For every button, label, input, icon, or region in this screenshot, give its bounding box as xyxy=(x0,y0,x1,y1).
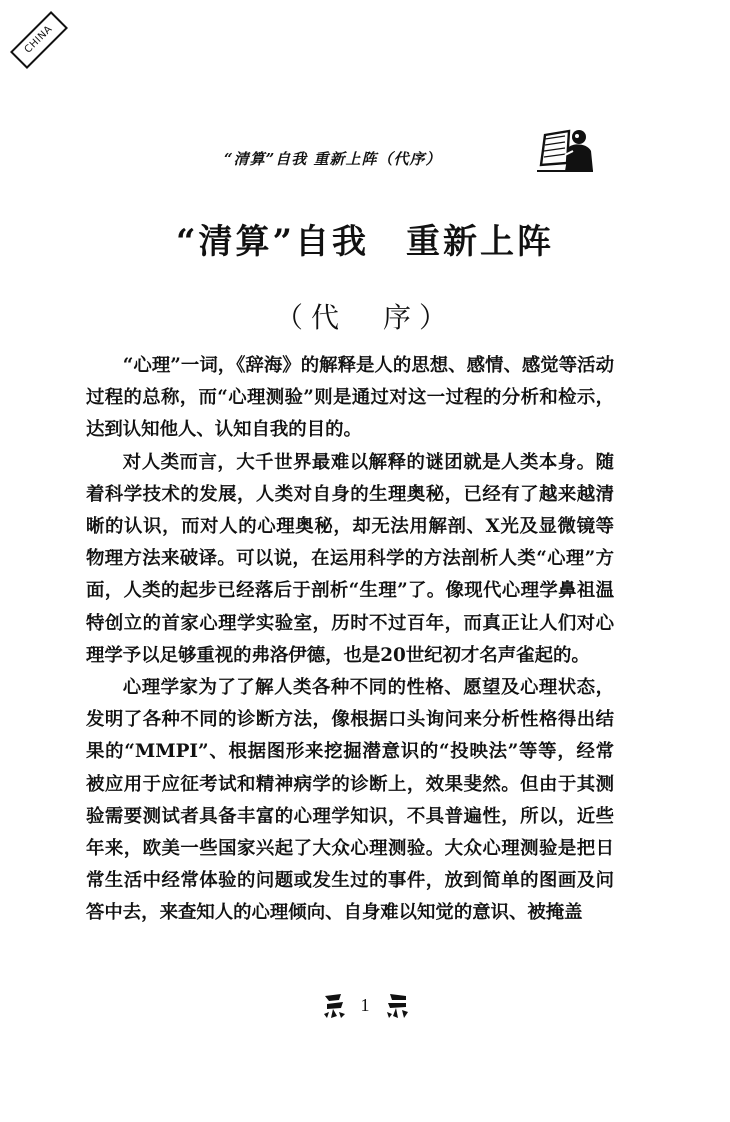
paragraph: 心理学家为了了解人类各种不同的性格、愿望及心理状态，发明了各种不同的诊断方法，像根据口头询问来分析性格得出结果的“MMPI”、根据图形来挖掘潜意识的“投映法”等等，经常被应用于应征考试和精神病学的诊断上，效果斐然。但由于其测验需要测试者具备丰富的心理学知识，不具普遍性，所以，近些年来，欧美一些国家兴起了大众心理测验。大众心理测验是把日常生活中经常体验的问题或发生过的事件，放到简单的图画及问答中去，来查知人的心理倾向、自身难以知觉的意识、被掩盖 xyxy=(86,677,614,924)
ornament-right-icon xyxy=(384,990,410,1020)
ornament-left-icon xyxy=(321,990,347,1020)
body-text xyxy=(86,350,614,930)
stamp-text: CHINA xyxy=(22,23,55,56)
paragraph: “心理”一词，《辞海》的解释是人的思想、感情、感觉等活动过程的总称，而“心理测验”则是通过对这一过程的分析和检示，达到认知他人、认知自我的目的。 xyxy=(86,355,614,441)
reader-with-book-icon xyxy=(535,125,595,175)
paragraph: 对人类而言，大千世界最难以解释的谜团就是人类本身。随着科学技术的发展，人类对自身的生理奥秘，已经有了越来越清晰的认识，而对人的心理奥秘，却无法用解剖、X光及显微镜等物理方法来破译。可以说，在运用科学的方法剖析人类“心理”方面，人类的起步已经落后于剖析“生理”了。像现代心理学鼻祖温特创立的首家心理学实验室，历时不过百年，而真正让人们对心理学予以足够重视的弗洛伊德，也是20世纪初才名声雀起的。 xyxy=(86,451,614,666)
stamp-logo xyxy=(10,11,68,69)
running-header: “清算”自我 重新上阵（代序） xyxy=(224,150,442,168)
page-title: “清算”自我 重新上阵 xyxy=(175,222,555,262)
page-number: 1 xyxy=(360,994,370,1015)
page-subtitle: （代 序） xyxy=(274,301,455,334)
page-footer xyxy=(0,990,730,1020)
